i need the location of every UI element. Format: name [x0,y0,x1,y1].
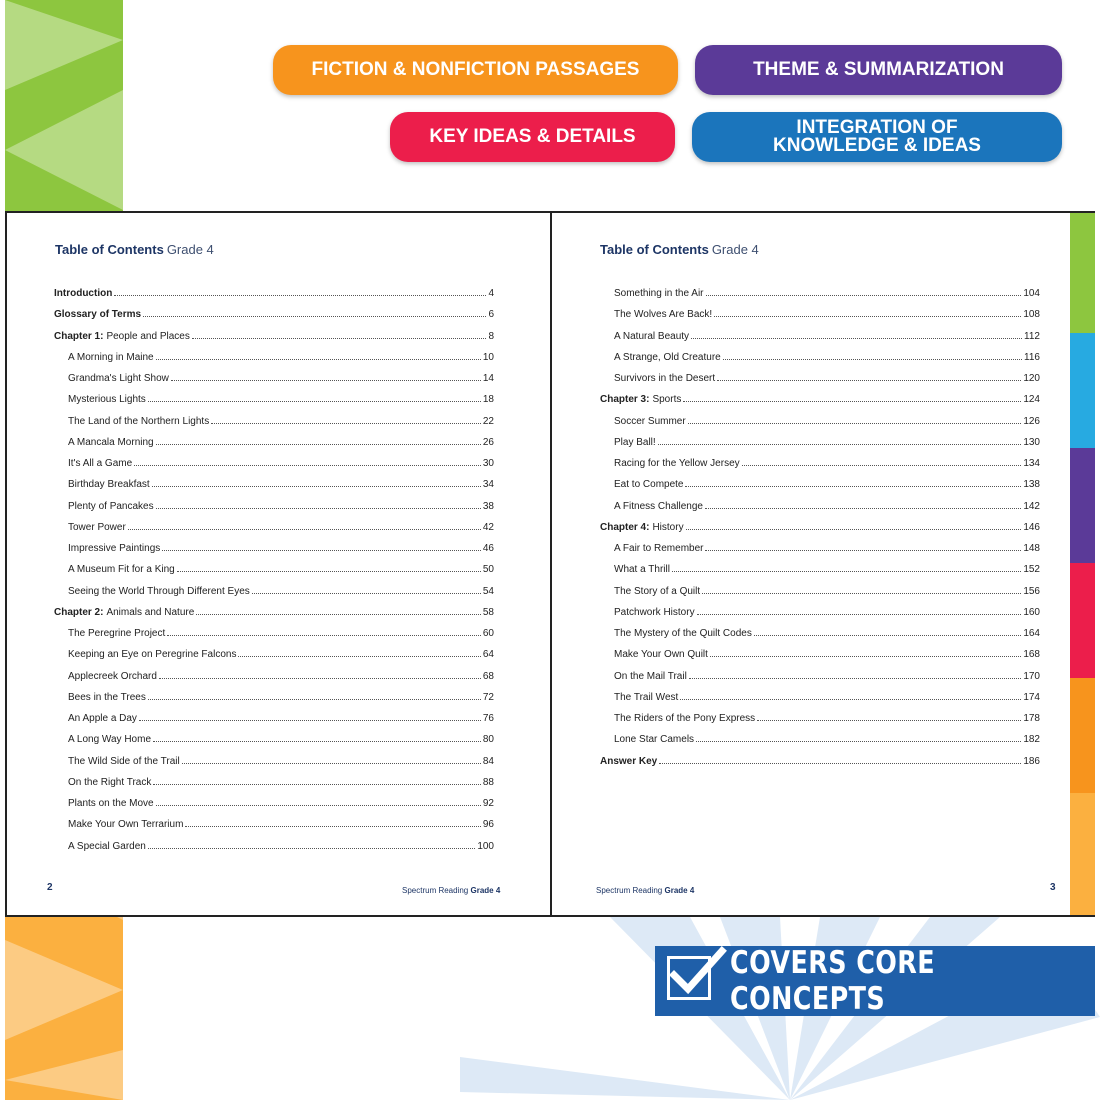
dot-leader [156,805,481,806]
toc-entry-label-bold: Answer Key [600,755,658,767]
dot-leader [148,401,481,402]
toc-entry [68,432,494,448]
dot-leader [177,571,481,572]
toc-entry-label-text: History [652,521,684,533]
toc-entry [614,347,1040,363]
dot-leader [153,784,481,785]
toc-entry [68,644,494,660]
dot-leader [680,699,1021,700]
toc-entry-page: 64 [482,649,494,661]
toc-entry-label: A Long Way Home [68,734,152,746]
toc-entry-page: 72 [482,691,494,703]
dot-leader [685,486,1021,487]
toc-entry-page: 84 [482,755,494,767]
toc-entry-label: Play Ball! [614,436,656,448]
dot-leader [705,550,1021,551]
toc-entry-label: The Land of the Northern Lights [68,415,210,427]
dot-leader [134,465,481,466]
toc-entry [614,666,1040,682]
toc-entry [614,368,1040,384]
toc-entry-label: A Natural Beauty [614,330,690,342]
toc-entry-label: Introduction [54,288,113,299]
toc-entry-label: Keeping an Eye on Peregrine Falcons [68,649,237,661]
dot-leader [192,338,487,339]
toc-entry-label: Something in the Air [614,288,704,299]
key-ideas-pill [390,112,675,162]
toc-entry-label [54,331,190,342]
toc-entry-page: 138 [1023,479,1040,491]
toc-entry-page: 116 [1024,351,1040,363]
toc-entry [614,453,1040,469]
dot-leader [167,635,481,636]
toc-entry [68,687,494,703]
toc-entry-label [54,607,194,618]
toc-entry-label-bold: Chapter 4: [600,521,650,533]
dot-leader [683,401,1021,402]
toc-entry [614,538,1040,554]
toc-entry-page: 30 [482,458,494,469]
dot-leader [672,571,1021,572]
toc-entry [68,751,494,767]
toc-entry-page: 186 [1023,755,1040,767]
toc-entry [68,793,494,809]
dot-leader [211,423,481,424]
toc-entry-label-text: Animals and Nature [106,606,195,618]
toc-entry-page: 170 [1023,670,1040,682]
toc-entry [68,729,494,745]
toc-entry-page: 80 [482,734,494,746]
toc-entry-label: The Wolves Are Back! [614,309,713,321]
toc-entry [614,602,1040,618]
toc-entry-page: 100 [477,840,494,852]
toc-entry [614,687,1040,703]
toc-entry [54,602,494,618]
dot-leader [689,678,1022,679]
toc-entry-label: The Story of a Quilt [614,585,701,597]
dot-leader [128,529,481,530]
dot-leader [686,529,1022,530]
toc-entry-label: Plenty of Pancakes [68,500,154,512]
toc-entry-label: On the Right Track [68,776,152,788]
dot-leader [156,359,481,360]
dot-leader [658,444,1022,445]
toc-entry-label: The Peregrine Project [68,628,166,639]
toc-entry-label: Make Your Own Quilt [614,649,708,661]
dot-leader [152,486,481,487]
toc-entry-label: A Mancala Morning [68,436,154,448]
dot-leader [162,550,481,551]
dot-leader [148,699,481,700]
toc-entry-page: 178 [1023,713,1040,724]
toc-entry [54,283,494,299]
toc-entry-page: 14 [482,373,494,384]
toc-entry [68,666,494,682]
dot-leader [697,614,1022,615]
toc-entry-page: 104 [1023,288,1040,299]
dot-leader [196,614,481,615]
toc-entry-page: 88 [482,776,494,788]
toc-entry-label: Impressive Paintings [68,543,161,554]
toc-entry-page: 58 [482,606,494,618]
toc-entry-page: 4 [488,288,494,299]
toc-entry-page: 92 [482,798,494,809]
toc-entry-label: Mysterious Lights [68,394,146,406]
toc-entry-label: A Strange, Old Creature [614,351,721,363]
toc-entry-page: 146 [1023,521,1040,533]
integration-label-line2: KNOWLEDGE & IDEAS [773,135,981,156]
footer-series: Spectrum Reading [402,886,469,895]
toc-entry-page: 18 [482,394,494,406]
theme-summarization-pill [695,45,1062,95]
toc-entry-label [600,756,657,767]
dot-leader [156,444,481,445]
left-page [7,213,552,915]
toc-entry-label-text: People and Places [106,330,190,342]
dot-leader [710,656,1021,657]
toc-entry [68,496,494,512]
toc-entry-label: Glossary of Terms [54,309,142,321]
toc-entry-label-bold: Chapter 2: [54,606,104,618]
toc-entry-page: 60 [482,628,494,639]
theme-summarization-label: THEME & SUMMARIZATION [753,59,1004,80]
right-page [552,213,1070,915]
toc-entry-page: 38 [482,500,494,512]
toc-entry [68,772,494,788]
toc-entry-page: 50 [482,564,494,576]
toc-entry-page: 26 [482,436,494,448]
book-spread [5,211,1095,917]
toc-entry [614,496,1040,512]
toc-entry-label: It's All a Game [68,458,133,469]
toc-entry-label: Seeing the World Through Different Eyes [68,585,250,597]
toc-entry-label: The Trail West [614,691,679,703]
toc-entry [600,517,1040,533]
toc-entry-label: Grandma's Light Show [68,373,169,384]
toc-entry-page: 76 [482,713,494,724]
key-ideas-label: KEY IDEAS & DETAILS [429,126,636,147]
toc-entry-page: 46 [482,543,494,554]
footer-grade: Grade 4 [470,886,501,895]
toc-entry [614,474,1040,490]
toc-entry [614,729,1040,745]
toc-entry-page: 54 [482,585,494,597]
toc-entry-label-bold: Chapter 3: [600,394,650,406]
toc-entry [68,581,494,597]
toc-entry-page: 148 [1023,543,1040,554]
toc-entry [614,432,1040,448]
toc-entry-label: Plants on the Move [68,798,154,809]
dot-leader [143,316,486,317]
dot-leader [717,380,1021,381]
dot-leader [153,741,481,742]
dot-leader [148,848,475,849]
dot-leader [159,678,481,679]
dot-leader [705,508,1021,509]
footer-grade: Grade 4 [664,886,695,895]
dot-leader [702,593,1021,594]
toc-entry-label: What a Thrill [614,564,670,576]
fiction-nonfiction-label: FICTION & NONFICTION PASSAGES [311,59,640,80]
footer-title [596,886,694,895]
toc-entry-page: 152 [1023,564,1040,576]
toc-entry-page: 8 [488,330,494,342]
dot-leader [742,465,1022,466]
title-bold: Table of Contents [55,242,164,257]
toc-entry [54,326,494,342]
toc-entry [614,708,1040,724]
toc-entry [68,559,494,575]
toc-entry-label: An Apple a Day [68,713,137,724]
dot-leader [139,720,481,721]
dot-leader [696,741,1021,742]
page-title [600,242,759,257]
footer-title [402,886,500,895]
toc-entry-page: 156 [1023,585,1040,597]
toc-entry-page: 160 [1023,606,1040,618]
toc-entry-page: 134 [1023,458,1040,469]
toc-entry-page: 34 [482,479,494,491]
toc-entry-page: 42 [482,521,494,533]
toc-entry [600,389,1040,405]
toc-entry-label-bold: Chapter 1: [54,330,104,342]
dot-leader [688,423,1022,424]
toc-entry [54,304,494,320]
toc-entry-label: Soccer Summer [614,415,686,427]
toc-entry [614,581,1040,597]
badge-text: COVERS CORE CONCEPTS [730,945,936,1017]
toc-entry [68,411,494,427]
dot-leader [691,338,1022,339]
footer-series: Spectrum Reading [596,886,663,895]
toc-entry-page: 124 [1023,394,1040,406]
toc-entry-page: 108 [1023,309,1040,321]
toc-entry [68,453,494,469]
toc-entry [614,283,1040,299]
toc-entry-label [600,394,681,405]
toc-entry-label: Racing for the Yellow Jersey [614,458,740,469]
toc-entry-label: A Fitness Challenge [614,500,703,512]
dot-leader [706,295,1022,296]
toc-entry [68,538,494,554]
dot-leader [754,635,1021,636]
toc-entry [68,517,494,533]
toc-entry-label: Birthday Breakfast [68,479,150,491]
toc-entry-page: 112 [1024,330,1040,342]
toc-entry-page: 68 [482,670,494,682]
toc-entry-label: The Wild Side of the Trail [68,755,180,767]
toc-entry-page: 22 [482,415,494,427]
toc-entry [68,814,494,830]
toc-entry [614,326,1040,342]
toc-entry-page: 168 [1023,649,1040,661]
dot-leader [182,763,481,764]
toc-entry-label: Patchwork History [614,606,695,618]
toc-entry-label: A Morning in Maine [68,351,154,363]
toc-entry [68,474,494,490]
title-bold: Table of Contents [600,242,709,257]
page-title [55,242,214,257]
dot-leader [238,656,480,657]
toc-entry-page: 182 [1023,734,1040,746]
toc-entry-label: A Fair to Remember [614,543,704,554]
toc-entry-page: 6 [488,309,494,321]
fiction-nonfiction-pill [273,45,678,95]
toc-entry-label: Bees in the Trees [68,691,146,703]
toc-entry-label: Make Your Own Terrarium [68,819,184,831]
dot-leader [156,508,481,509]
dot-leader [714,316,1021,317]
toc-entry-page: 164 [1023,628,1040,639]
toc-entry [68,623,494,639]
title-grade: Grade 4 [711,242,759,257]
dot-leader [659,763,1021,764]
toc-entry [614,304,1040,320]
toc-entry-page: 142 [1023,500,1040,512]
dot-leader [171,380,481,381]
toc-entry [614,559,1040,575]
toc-entry-page: 96 [482,819,494,831]
dot-leader [757,720,1021,721]
toc-entry-label: Applecreek Orchard [68,670,157,682]
toc-entry-label: A Museum Fit for a King [68,564,175,576]
toc-entry [614,411,1040,427]
toc-entry [68,347,494,363]
toc-entry [68,389,494,405]
toc-entry-label: A Special Garden [68,840,146,852]
dot-leader [252,593,481,594]
covers-core-concepts-badge [655,946,1095,1016]
toc-entry [68,836,494,852]
page-number: 3 [1050,882,1056,893]
toc-entry-label: Survivors in the Desert [614,373,716,384]
toc-entry-page: 10 [482,351,494,363]
page-number: 2 [47,882,53,893]
toc-entry-page: 130 [1023,436,1040,448]
toc-entry [614,644,1040,660]
toc-entry-label: The Mystery of the Quilt Codes [614,628,752,639]
toc-entry-page: 120 [1023,373,1040,384]
toc-entry [600,751,1040,767]
title-grade: Grade 4 [166,242,214,257]
integration-pill [692,112,1062,162]
integration-label-line1: INTEGRATION OF [796,117,958,138]
toc-entry-label-text: Sports [652,394,682,406]
checkmark-icon [667,956,711,1000]
toc-entry-label: The Riders of the Pony Express [614,713,756,724]
toc-entry [68,708,494,724]
toc-entry-label: Tower Power [68,521,126,533]
dot-leader [114,295,486,296]
toc-entry-label [600,522,684,533]
toc-entry [614,623,1040,639]
toc-entry [68,368,494,384]
dot-leader [723,359,1022,360]
toc-entry-page: 174 [1023,691,1040,703]
toc-entry-label: Lone Star Camels [614,734,695,746]
toc-entry-label: On the Mail Trail [614,670,687,682]
decorative-color-stripe-right [1070,213,1095,915]
toc-entry-page: 126 [1023,415,1040,427]
dot-leader [185,826,480,827]
toc-entry-label: Eat to Compete [614,479,684,491]
